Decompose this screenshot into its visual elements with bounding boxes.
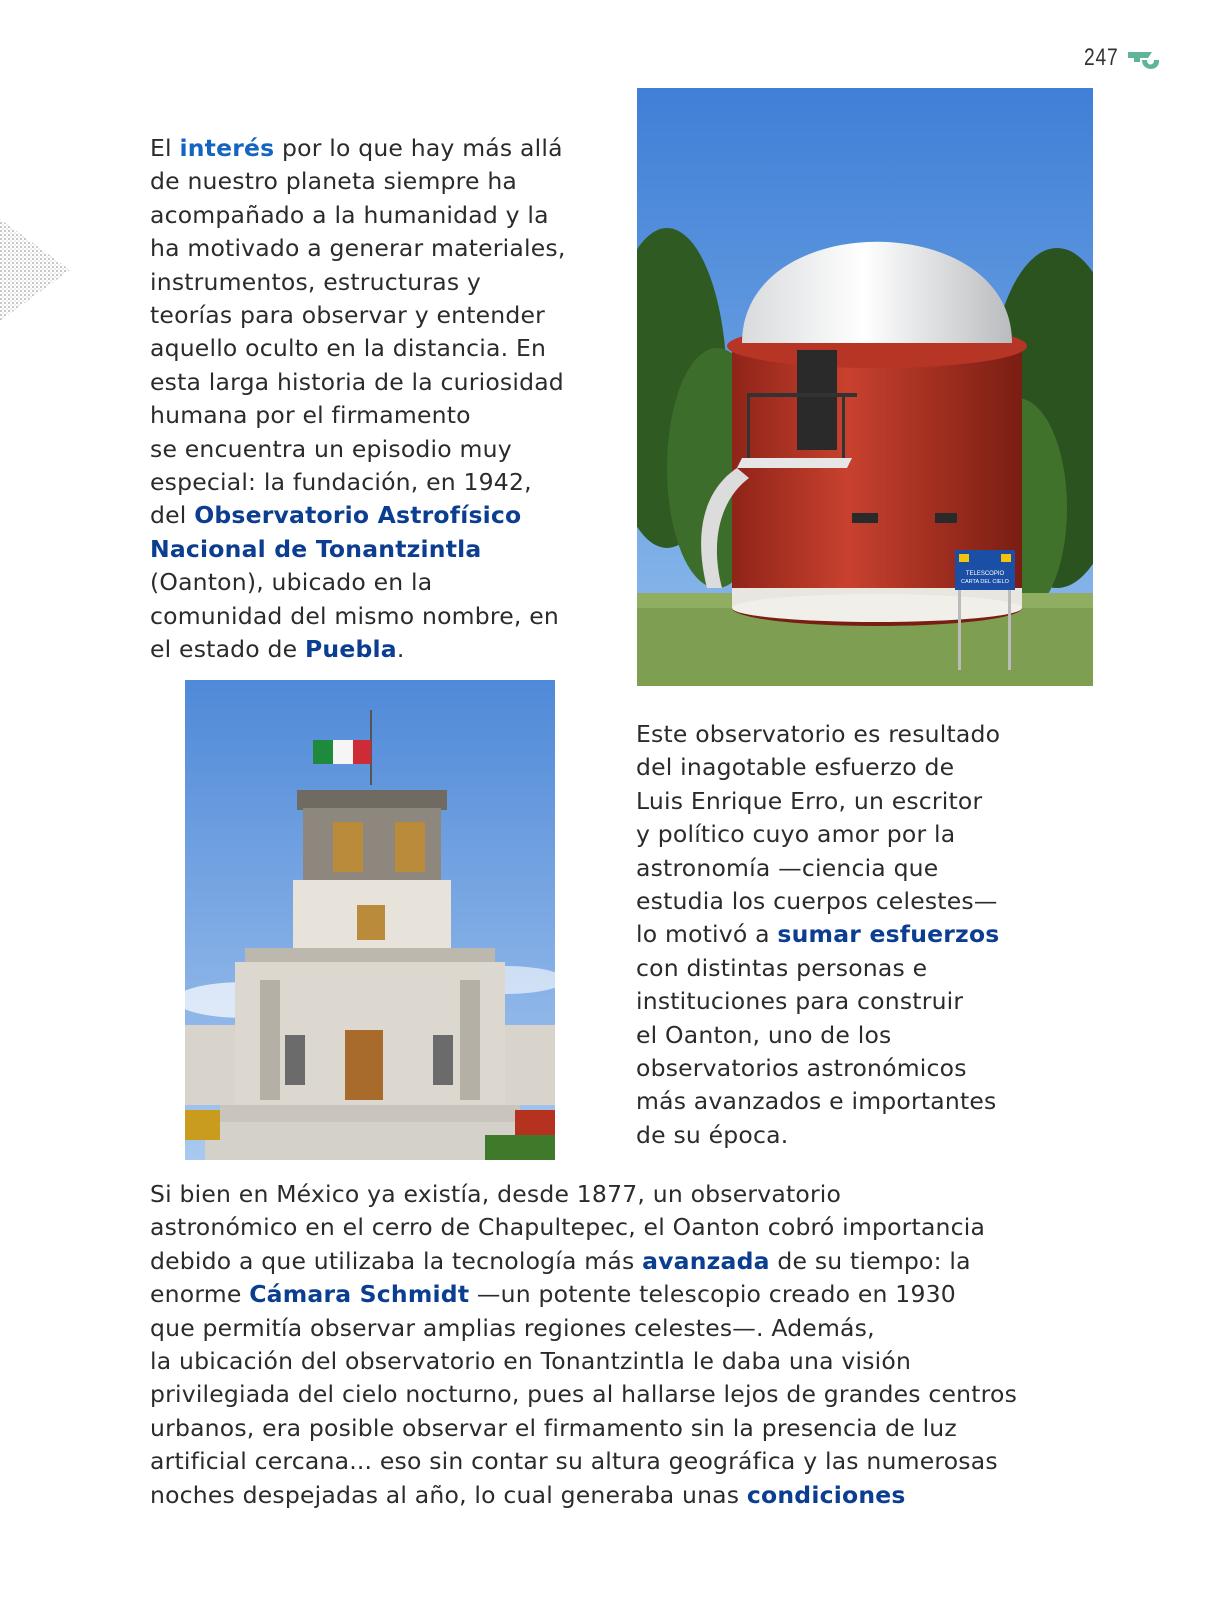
text-line: [150, 499, 566, 532]
text-line: esta larga historia de la curiosidad: [150, 367, 564, 396]
text-run: .: [396, 635, 405, 664]
text-run: por lo que hay más allá: [274, 134, 563, 162]
text-line: [150, 1245, 1017, 1278]
text-line: que permitía observar amplias regiones celestes—. Además,: [150, 1313, 875, 1342]
text-line: ha motivado a generar materiales,: [150, 234, 566, 263]
text-line: observatorios astronómicos: [636, 1054, 967, 1083]
text-line: más avanzados e importantes: [636, 1087, 997, 1116]
photo-chapultepec-observatory: [185, 680, 555, 1160]
photo-tonantzintla-observatory: [637, 88, 1093, 686]
text-line: artificial cercana... eso sin contar su altura geográfica y las numerosas: [150, 1447, 998, 1476]
text-line: acompañado a la humanidad y la: [150, 200, 549, 229]
green-hook-logo-icon: [1126, 46, 1162, 76]
text-line: del inagotable esfuerzo de: [636, 753, 955, 782]
text-run: —un potente telescopio creado en 1930: [469, 1280, 956, 1309]
text-run: noches despejadas al año, lo cual generaba unas: [150, 1480, 747, 1509]
text-line: aquello oculto en la distancia. En: [150, 334, 547, 363]
text-line: Luis Enrique Erro, un escritor: [636, 786, 983, 815]
text-line: instrumentos, estructuras y: [150, 267, 482, 296]
text-run: enorme: [150, 1280, 250, 1309]
text-run: de su tiempo: la: [769, 1246, 971, 1275]
keyword-sumar-esfuerzos: sumar esfuerzos: [777, 920, 1000, 949]
text-line: [636, 918, 1000, 951]
text-line: Este observatorio es resultado: [636, 720, 1001, 748]
text-run: debido a que utilizaba la tecnología más: [150, 1246, 643, 1275]
text-run: el estado de: [150, 635, 305, 664]
text-run: El: [150, 134, 180, 162]
erro-paragraph: [636, 718, 1000, 1152]
page-number: 247: [1084, 44, 1119, 71]
text-line: con distintas personas e: [636, 953, 928, 982]
keyword-interes: interés: [179, 134, 275, 162]
keyword-observatorio: Observatorio Astrofísico: [194, 501, 522, 530]
text-line: [150, 1278, 1017, 1311]
sign-text-line2: CARTA DEL CIELO: [961, 579, 1009, 585]
intro-paragraph: [150, 132, 566, 667]
text-line: astronómico en el cerro de Chapultepec, el Oanton cobró importancia: [150, 1213, 986, 1242]
keyword-observatorio-cont: Nacional de Tonantzintla: [150, 534, 482, 563]
sign-text-line1: TELESCOPIO: [965, 571, 1005, 577]
text-line: astronomía —ciencia que: [636, 853, 939, 882]
text-line: teorías para observar y entender: [150, 301, 546, 330]
keyword-avanzada: avanzada: [642, 1246, 770, 1275]
speckle-texture: [0, 190, 80, 350]
text-line: el Oanton, uno de los: [636, 1020, 892, 1049]
text-line: estudia los cuerpos celestes—: [636, 887, 998, 916]
text-line: de su época.: [636, 1120, 789, 1149]
text-line: y político cuyo amor por la: [636, 820, 956, 849]
text-run: del: [150, 501, 195, 530]
keyword-camara-schmidt: Cámara Schmidt: [249, 1280, 470, 1309]
text-line: privilegiada del cielo nocturno, pues al hallarse lejos de grandes centros: [150, 1380, 1018, 1409]
text-line: humana por el firmamento: [150, 401, 471, 430]
text-line: se encuentra un episodio muy: [150, 434, 512, 463]
text-line: instituciones para construir: [636, 987, 964, 1016]
keyword-puebla: Puebla: [304, 635, 397, 664]
text-line: la ubicación del observatorio en Tonantzintla le daba una visión: [150, 1347, 912, 1376]
text-line: [150, 132, 566, 165]
text-line: [150, 633, 566, 666]
text-line: de nuestro planeta siempre ha: [150, 167, 518, 196]
text-line: urbanos, era posible observar el firmamento sin la presencia de luz: [150, 1413, 957, 1442]
chapultepec-paragraph: [150, 1178, 1017, 1512]
text-run: lo motivó a: [636, 920, 778, 949]
text-line: Si bien en México ya existía, desde 1877, un observatorio: [150, 1180, 842, 1208]
text-line: (Oanton), ubicado en la: [150, 568, 433, 597]
text-line: especial: la fundación, en 1942,: [150, 468, 532, 497]
keyword-condiciones: condiciones: [746, 1480, 906, 1509]
text-line: [150, 1479, 1017, 1512]
text-line: comunidad del mismo nombre, en: [150, 601, 559, 630]
